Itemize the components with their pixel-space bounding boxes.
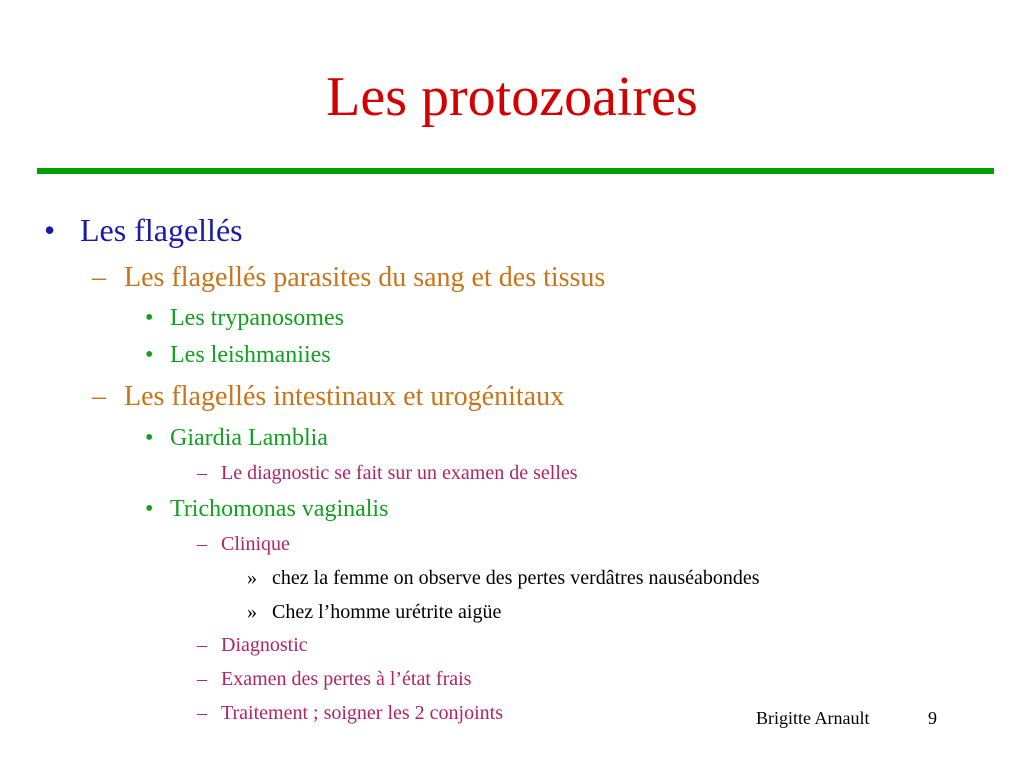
bullet-text: Le diagnostic se fait sur un examen de selles <box>221 462 578 484</box>
dash-marker: – <box>197 702 207 724</box>
bullet-text: Diagnostic <box>221 634 308 656</box>
bullet-text: Les flagellés intestinaux et urogénitaux <box>124 381 565 412</box>
bullet-text: chez la femme on observe des pertes verdâtres nauséabondes <box>272 567 760 589</box>
bullet-text: Trichomonas vaginalis <box>170 496 389 522</box>
bullet-text: Clinique <box>221 533 290 555</box>
footer-author: Brigitte Arnault <box>756 708 870 728</box>
bullet-text: Les flagellés <box>80 212 243 248</box>
guillemet-marker: » <box>247 567 257 589</box>
footer-page-number: 9 <box>928 708 937 728</box>
bullet-marker: • <box>44 212 56 248</box>
bullet-text: Les trypanosomes <box>170 305 344 331</box>
bullet-text: Traitement ; soigner les 2 conjoints <box>221 702 504 724</box>
bullet-marker: • <box>145 496 154 522</box>
bullet-text: Les leishmaniies <box>170 342 331 368</box>
bullet-marker: • <box>145 305 154 331</box>
bullet-text: Examen des pertes à l’état frais <box>221 668 472 690</box>
dash-marker: – <box>92 381 106 412</box>
bullet-marker: • <box>145 342 154 368</box>
bullet-text: Chez l’homme urétrite aigüe <box>272 601 502 623</box>
dash-marker: – <box>197 668 207 690</box>
bullet-text: Les flagellés parasites du sang et des tissus <box>124 262 606 293</box>
bullet-text: Giardia Lamblia <box>170 425 328 451</box>
dash-marker: – <box>197 634 207 656</box>
bullet-marker: • <box>145 425 154 451</box>
title-divider <box>37 168 994 174</box>
dash-marker: – <box>197 462 207 484</box>
dash-marker: – <box>92 262 106 293</box>
slide-title: Les protozoaires <box>326 66 698 128</box>
guillemet-marker: » <box>247 601 257 623</box>
dash-marker: – <box>197 533 207 555</box>
